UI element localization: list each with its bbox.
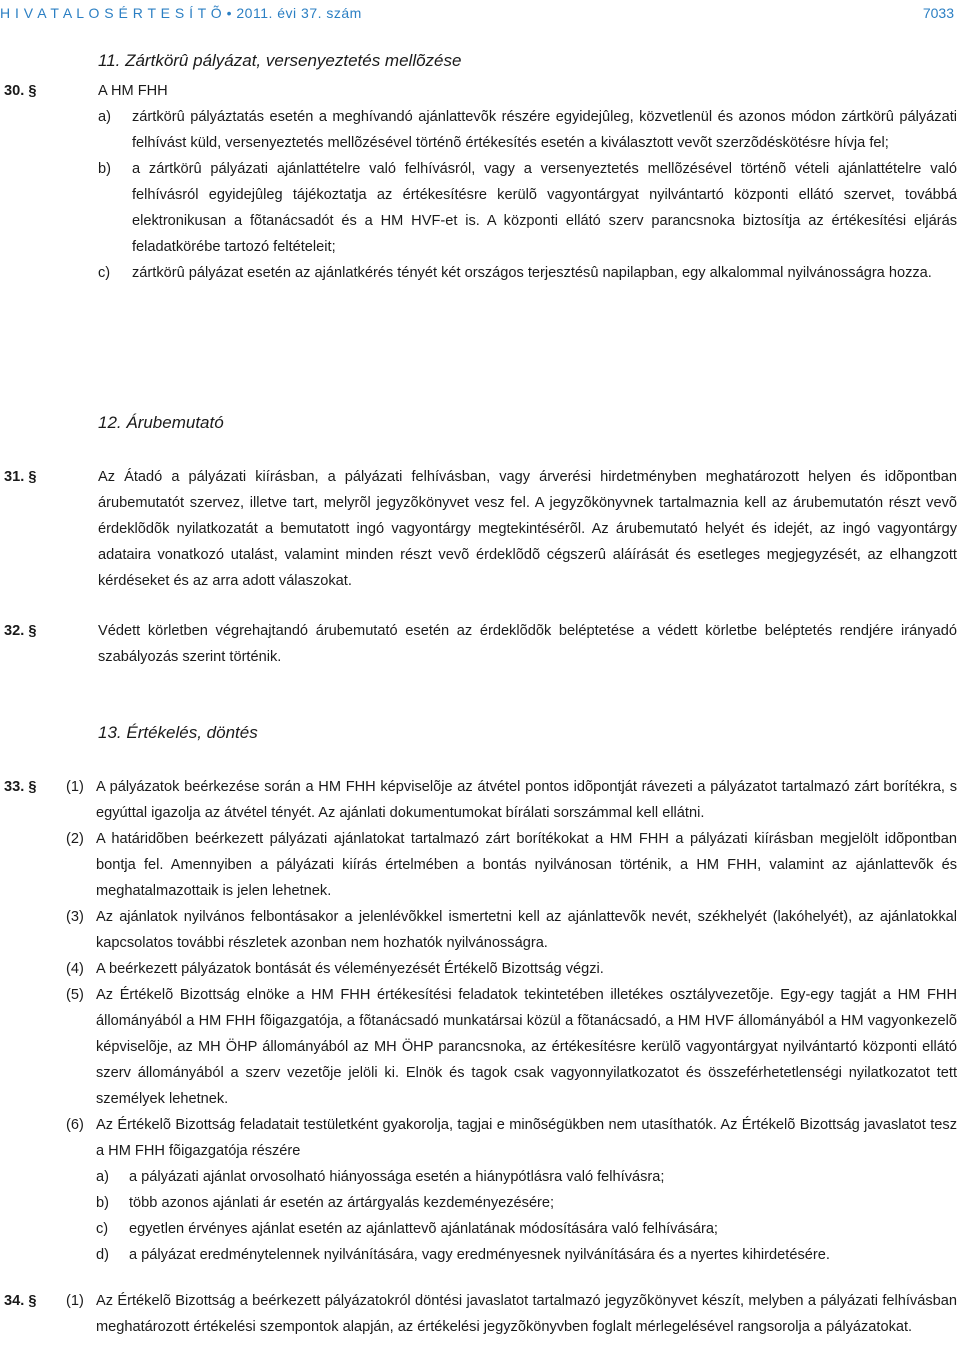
item-6-subitem-c (96, 1216, 957, 1242)
page-number: 7033 (922, 5, 954, 21)
paragraph-30-body (98, 78, 957, 286)
item-text: zártkörû pályázat esetén az ajánlatkérés tényét két országos terjesztésû napilapban, egy alkalommal nyilvánosságra hozza. (132, 265, 932, 281)
paragraph-30-item-c (98, 260, 957, 286)
item-label: (2) (66, 831, 84, 847)
subitem-text: a pályázat eredménytelennek nyilvánítására, vagy eredményesnek nyilvánítására és a nyertes kihirdetésére. (129, 1247, 830, 1263)
item-6-subitem-a (96, 1164, 957, 1190)
paragraph-33-item-3 (66, 904, 957, 956)
item-text: a zártkörû pályázati ajánlattételre való felhívásról, vagy a versenyeztetés mellõzésével történõ vételi ajánlattételre való felhívásról egyidejûleg tájékoztatja az értékesítésre kerülõ vagyontárgyat nyilvántartó központi ellátó szervet, továbbá elektronikusan a fõtanácsadót és a HM HVF-et is. A központi ellátó szerv parancsnoka biztosítja az értékesítési eljárás feladatkörébe tartozó feltételeit; (132, 161, 957, 255)
paragraph-31-number: 31. § (4, 469, 37, 485)
paragraph-32-number: 32. § (4, 623, 37, 639)
item-label: (4) (66, 961, 84, 977)
item-label: (3) (66, 909, 84, 925)
item-text: A pályázatok beérkezése során a HM FHH képviselõje az átvétel pontos idõpontját rávezeti a pályázatot tartalmazó zárt borítékra, s egyúttal igazolja az átvétel tényét. Az ajánlati dokumentumokat bírálati sorszámmal kell ellátni. (96, 779, 957, 821)
paragraph-30-intro: A HM FHH (98, 83, 168, 99)
paragraph-33-item-1 (66, 774, 957, 826)
paragraph-33-item-6 (66, 1112, 957, 1268)
section-13-title: 13. Értékelés, döntés (98, 723, 258, 742)
item-label: a) (98, 109, 111, 125)
subitem-text: több azonos ajánlati ár esetén az ártárgyalás kezdeményezésére; (129, 1195, 555, 1211)
paragraph-33-item-2 (66, 826, 957, 904)
item-text: Az Értékelõ Bizottság a beérkezett pályázatokról döntési javaslatot tartalmazó jegyzõkönyvet készít, melyben a pályázati felhívásban meghatározott értékelési szempontok alapján, az értékelési jegyzõkönyvben foglalt mérlegelésével rangsorolja a pályázatokat. (96, 1293, 957, 1335)
paragraph-30-item-a (98, 104, 957, 156)
item-label: c) (98, 265, 111, 281)
item-label: (1) (66, 779, 84, 795)
subitem-label: c) (96, 1221, 109, 1237)
paragraph-30-item-b (98, 156, 957, 260)
paragraph-32-text: Védett körletben végrehajtandó árubemutató esetén az érdeklõdõk beléptetése a védett körletbe beléptetés rendjére irányadó szabályozás szerint történik. (98, 623, 957, 665)
paragraph-33-body (66, 774, 957, 1268)
paragraph-33-number: 33. § (4, 779, 37, 795)
subitem-label: b) (96, 1195, 109, 1211)
item-6-subitem-d (96, 1242, 957, 1268)
running-header (0, 0, 960, 22)
item-text: Az Értékelõ Bizottság elnöke a HM FHH értékesítési feladatok tekintetében illetékes osztályvezetõje. Egy-egy tagját a HM FHH állományából a HM FHH fõigazgatója, a fõtanácsadó munkatársai közül a fõtanácsadó, a HM HVF állományából a HM vagyonkezelõ képviselõje, az MH ÖHP állományából az MH ÖHP parancsnoka, az értékesítésre kerülõ vagyontárgyat nyilvántartó központi ellátó szerv állományából a szerv vezetõje jelöli ki. Elnök és tagok csak vagyonnyilatkozatot és összeférhetetlenségi nyilatkozatot tett személyek lehetnek. (96, 987, 957, 1107)
item-text: Az ajánlatok nyilvános felbontásakor a jelenlévõkkel ismertetni kell az ajánlattevõk nevét, székhelyét (lakóhelyét), az ajánlatokkal kapcsolatos további részletek azonban nem hozhatók nyilvánosságra. (96, 909, 957, 951)
subitem-text: egyetlen érvényes ajánlat esetén az ajánlattevõ ajánlatának módosítására való felhívására; (129, 1221, 718, 1237)
item-text: zártkörû pályáztatás esetén a meghívandó ajánlattevõk részére egyidejûleg, közvetlenül és azonos módon zártkörû pályázati felhívást küld, versenyeztetés mellõzésével történõ értékesítés esetén a kiválasztott vevõt szerzõdéskötésre hívja fel; (132, 109, 957, 151)
paragraph-33-item-5 (66, 982, 957, 1112)
item-text: Az Értékelõ Bizottság feladatait testületként gyakorolja, tagjai e minõségükben nem utasíthatók. Az Értékelõ Bizottság javaslatot tesz a HM FHH fõigazgatója részére (96, 1117, 957, 1159)
item-label: (6) (66, 1117, 84, 1133)
paragraph-34-item-1 (66, 1288, 957, 1340)
item-text: A beérkezett pályázatok bontását és véleményezését Értékelõ Bizottság végzi. (96, 961, 604, 977)
paragraph-33-item-4 (66, 956, 957, 982)
item-label: (5) (66, 987, 84, 1003)
paragraph-34-number: 34. § (4, 1293, 37, 1309)
item-text: A határidõben beérkezett pályázati ajánlatokat tartalmazó zárt borítékokat a HM FHH a pályázati kiírásban megjelölt idõpontban bontja fel. Amennyiben a pályázati kiírás értelmében a bontás nyilvánosan történik, a HM FHH, valamint az ajánlattevõk és meghatalmazottaik is jelen lehetnek. (96, 831, 957, 899)
item-label: (1) (66, 1293, 84, 1309)
paragraph-31-text: Az Átadó a pályázati kiírásban, a pályázati felhívásban, vagy árverési hirdetményben meghatározott helyen és idõpontban árubemutatót szervez, illetve tart, melyrõl jegyzõkönyvet vesz fel. A jegyzõkönyvnek tartalmaznia kell az árubemutatón részt vevõ érdeklõdõk nyilatkozatát a bemutatott ingó vagyontárgy megtekintésérõl. Az árubemutató helyét és idejét, az ingó vagyontárgy adataira vonatkozó utalást, valamint minden részt vevõ érdeklõdõ cégszerû aláírását és esetleges megjegyzését, az elhangzott kérdéseket és az arra adott válaszokat. (98, 469, 957, 589)
item-label: b) (98, 161, 111, 177)
subitem-text: a pályázati ajánlat orvosolható hiányossága esetén a hiánypótlásra való felhívásra; (129, 1169, 665, 1185)
journal-title: H I V A T A L O S É R T E S Í T Õ • 2011. évi 37. szám (0, 5, 362, 21)
item-6-subitem-b (96, 1190, 957, 1216)
subitem-label: d) (96, 1247, 109, 1263)
section-11-title: 11. Zártkörû pályázat, versenyeztetés mellõzése (98, 51, 462, 70)
section-12-title: 12. Árubemutató (98, 413, 224, 432)
paragraph-30-number: 30. § (4, 83, 37, 99)
paragraph-34-body (66, 1288, 957, 1340)
subitem-label: a) (96, 1169, 109, 1185)
